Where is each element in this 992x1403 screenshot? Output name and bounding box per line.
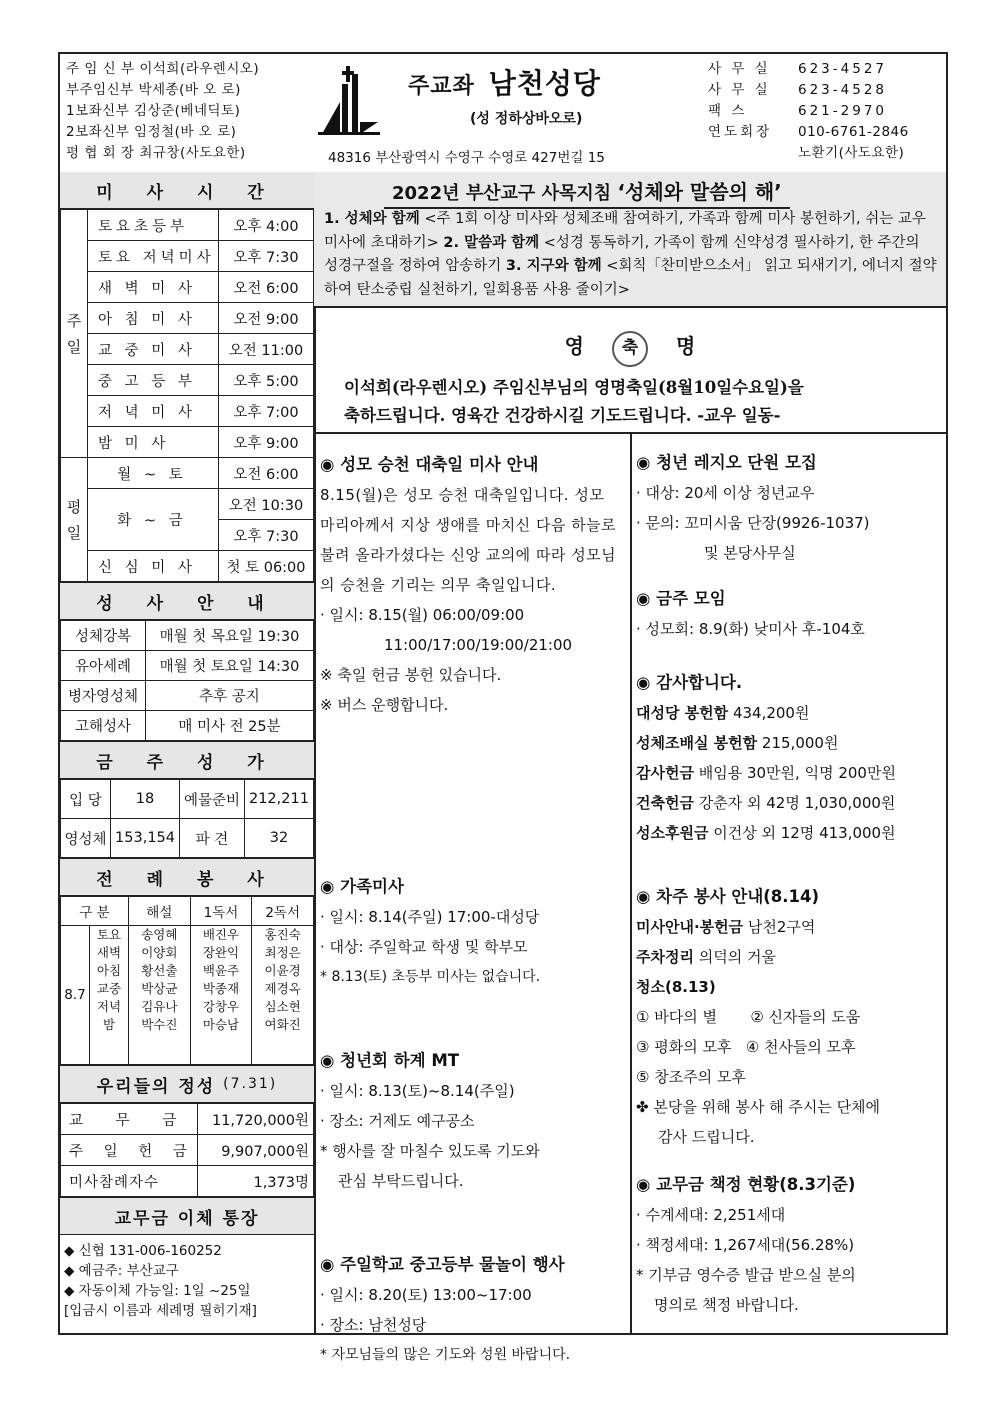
- notice-line: 주차정리 의덕의 거울: [636, 948, 776, 966]
- mass-name: 새 벽 미 사: [88, 272, 219, 303]
- sacraments-title: 성 사 안 내: [60, 582, 314, 620]
- notice-line: 청소(8.13): [636, 978, 716, 996]
- assumption-notice: [320, 450, 620, 720]
- hymns-table: [60, 779, 314, 858]
- mass-time: 첫 토 06:00: [219, 551, 314, 582]
- account-line: ◆ 예금주: 부산교구: [64, 1263, 179, 1279]
- mass-name: 토요 저녁미사: [88, 241, 219, 272]
- hymn-number: 18: [110, 780, 179, 819]
- header: [60, 54, 946, 174]
- theme-body: [324, 208, 938, 302]
- notice-line: · 장소: 거제도 예구공소: [320, 1112, 475, 1130]
- offering-value: 9,907,000원: [197, 1135, 313, 1166]
- mass-time: 오전 10:30: [219, 489, 314, 520]
- notices-column-left: [314, 432, 632, 1363]
- offering-table: [60, 1103, 314, 1197]
- hymn-number: 153,154: [110, 819, 179, 858]
- sacrament-time: 매월 첫 목요일 19:30: [146, 621, 314, 651]
- contact-row: [708, 101, 909, 122]
- church-name: 남천성당: [488, 67, 601, 100]
- theme-title-pre: 2022년 부산교구 사목지침: [392, 183, 612, 204]
- mass-time: 오후 9:00: [219, 427, 314, 458]
- notice-line: · 대상: 20세 이상 청년교우: [636, 484, 815, 502]
- notice-title: ◉ 성모 승천 대축일 미사 안내: [320, 455, 539, 474]
- mass-times-title: 미 사 시 간: [60, 172, 314, 209]
- left-column: [60, 172, 316, 1333]
- account-line: ◆ 신협 131-006-160252: [64, 1243, 222, 1259]
- theme-point-text: <성경 통독하기, 가족이 함께 신약성경 필사하기, 한 주간의 성경구절을 정하여 암송하기: [324, 234, 920, 274]
- next-week-service-notice: [636, 882, 880, 1152]
- liturgy-service-table: [60, 896, 314, 1065]
- staff-line: 주 임 신 부 이석희(라우렌시오): [66, 61, 260, 77]
- contact-value: 623-4527: [798, 61, 887, 77]
- sacraments-table: [60, 620, 314, 741]
- service-masses: 토요 새벽 아침 교중 저녁 밤: [90, 926, 129, 1065]
- notice-line: ※ 축일 헌금 봉헌 있습니다.: [320, 666, 502, 684]
- staff-line: 2보좌신부 임정철(바 오 로): [66, 124, 237, 140]
- notice-line: ⑤ 창조주의 모후: [636, 1068, 746, 1086]
- offering-value: 11,720,000원: [197, 1104, 313, 1135]
- sacrament-name: 성체강복: [61, 621, 146, 651]
- youth-mt-notice: [320, 1046, 540, 1196]
- feast-congratulations: [314, 306, 946, 434]
- notice-title: ◉ 청년회 하계 MT: [320, 1051, 459, 1070]
- mass-time: 오후 7:00: [219, 396, 314, 427]
- mass-name: 교 중 미 사: [88, 334, 219, 365]
- service-reading1: 배진우 장완익 백윤주 박종재 강창우 마승남: [190, 926, 252, 1065]
- mass-time: 오전 6:00: [219, 272, 314, 303]
- notice-title: ◉ 가족미사: [320, 877, 404, 896]
- notice-line: · 장소: 남천성당: [320, 1316, 427, 1334]
- mass-name: 화 ~ 금: [88, 489, 219, 551]
- notice-line: * 기부금 영수증 발급 받으실 분의: [636, 1266, 856, 1284]
- notice-line: 감사 드립니다.: [658, 1128, 755, 1146]
- notice-line: * 8.13(토) 초등부 미사는 없습니다.: [320, 969, 541, 985]
- account-line: [입금시 이름과 세례명 필히기재]: [64, 1303, 257, 1319]
- hymn-label: 입 당: [61, 780, 111, 819]
- church-title: [408, 62, 601, 102]
- notice-line: 명의로 책정 바랍니다.: [654, 1296, 799, 1314]
- church-address: 48316 부산광역시 수영구 수영로 427번길 15: [328, 150, 605, 166]
- notice-line: · 대상: 주일학교 학생 및 학부모: [320, 938, 528, 956]
- sacrament-name: 유아세례: [61, 651, 146, 681]
- notice-line: · 문의: 꼬미시움 단장(9926-1037): [636, 514, 870, 532]
- mass-times-table: [60, 209, 314, 582]
- notice-line: · 성모회: 8.9(화) 낮미사 후-104호: [636, 620, 865, 638]
- notice-line: ① 바다의 별 ② 신자들의 도움: [636, 1008, 861, 1026]
- sacrament-name: 고해성사: [61, 711, 146, 741]
- contact-label: 팩 스: [708, 103, 748, 119]
- congrats-title: 영 축 명: [314, 330, 946, 367]
- contact-value: 623-4528: [798, 82, 887, 98]
- theme-point-text: <회칙「찬미받으소서」 읽고 되새기기, 에너지 절약하여 탄소중립 실천하기, 일회용품 사용 줄이기>: [324, 258, 937, 298]
- service-commentary: 송영혜 이양회 황선출 박상균 김유나 박수진: [129, 926, 191, 1065]
- contact-row: [708, 59, 909, 80]
- notice-line: · 일시: 8.20(토) 13:00~17:00: [320, 1286, 532, 1304]
- notice-line: * 자모님들의 많은 기도와 성원 바랍니다.: [320, 1347, 571, 1363]
- hymn-label: 영성체: [61, 819, 111, 858]
- church-prefix: 주교좌: [408, 74, 475, 99]
- sacrament-time: 매 미사 전 25분: [146, 711, 314, 741]
- notice-line: · 일시: 8.15(월) 06:00/09:00: [320, 606, 525, 624]
- contact-list: [708, 59, 909, 164]
- contact-row: [708, 80, 909, 101]
- weekday-label: 평일: [61, 458, 88, 582]
- mass-time: 오후 7:30: [219, 520, 314, 551]
- notice-line: 미사안내·봉헌금 남천2구역: [636, 918, 816, 936]
- offering-title: [60, 1065, 314, 1103]
- offering-label: 주 일 헌 금: [61, 1135, 198, 1166]
- congrats-message: [344, 374, 804, 430]
- sacrament-time: 매월 첫 토요일 14:30: [146, 651, 314, 681]
- water-event-notice: [320, 1250, 570, 1370]
- mass-name: 중 고 등 부: [88, 365, 219, 396]
- congrats-line: 이석희(라우렌시오) 주임신부님의 영명축일(8월10일수요일)을: [344, 378, 804, 397]
- notice-line: ※ 버스 운행합니다.: [320, 696, 449, 714]
- sacrament-name: 병자영성체: [61, 681, 146, 711]
- hymn-number: 212,211: [244, 780, 313, 819]
- sacrament-time: 추후 공지: [146, 681, 314, 711]
- service-reading2: 홍진숙 최정은 이윤경 제경옥 심소현 여화진: [252, 926, 314, 1065]
- offering-label: 미사참례자수: [61, 1166, 198, 1197]
- mass-time: 오전 11:00: [219, 334, 314, 365]
- notice-line: 11:00/17:00/19:00/21:00: [384, 636, 573, 654]
- theme-point-title: 1. 성체와 함께: [324, 211, 420, 227]
- legio-notice: [636, 448, 870, 568]
- contact-name: 노환기(사도요한): [798, 145, 905, 161]
- pastoral-theme: [314, 172, 946, 308]
- hymn-label: 예물준비: [180, 780, 245, 819]
- hymn-label: 파 견: [180, 819, 245, 858]
- contact-row: [708, 122, 909, 143]
- notice-line: 및 본당사무실: [704, 544, 796, 562]
- hymns-title: 금 주 성 가: [60, 741, 314, 779]
- congrats-emblem-icon: 축: [612, 331, 648, 367]
- theme-title: [384, 176, 790, 209]
- thanks-notice: [636, 668, 896, 848]
- notice-line: · 일시: 8.14(주일) 17:00-대성당: [320, 908, 540, 926]
- service-header: 1독서: [190, 897, 252, 926]
- service-header: 2독서: [252, 897, 314, 926]
- offering-label: 교 무 금: [61, 1104, 198, 1135]
- tithe-status-notice: [636, 1170, 856, 1320]
- thanks-row: 건축헌금 강춘자 외 42명 1,030,000원: [636, 794, 896, 812]
- notice-line: 관심 부탁드립니다.: [338, 1172, 464, 1190]
- family-mass-notice: [320, 872, 540, 992]
- account-info: [60, 1235, 314, 1321]
- theme-point-title: 3. 지구와 함께: [505, 258, 602, 274]
- church-patron: (성 정하상바오로): [470, 111, 583, 127]
- notice-line: · 수계세대: 2,251세대: [636, 1206, 786, 1224]
- notice-line: * 행사를 잘 마칠수 있도록 기도와: [320, 1142, 540, 1160]
- mass-time: 오후 5:00: [219, 365, 314, 396]
- service-header: 구 분: [61, 897, 129, 926]
- thanks-row: 감사헌금 배임용 30만원, 익명 200만원: [636, 764, 896, 782]
- church-logo: [318, 64, 380, 136]
- theme-point-text: <주 1회 이상 미사와 성체조배 참여하기, 가족과 함께 미사 봉헌하기, 쉬는 교우 미사에 초대하기>: [324, 211, 926, 251]
- contact-row: [708, 143, 909, 164]
- contact-label: 사 무 실: [708, 82, 771, 98]
- notice-title: ◉ 주일학교 중고등부 물놀이 행사: [320, 1255, 565, 1274]
- bulletin-frame: [58, 52, 948, 1363]
- contact-label: 사 무 실: [708, 61, 771, 77]
- offering-date: (7.31): [223, 1076, 278, 1092]
- notice-line: ③ 평화의 모후 ④ 천사들의 모후: [636, 1038, 856, 1056]
- contact-value: 621-2970: [798, 103, 887, 119]
- mass-name: 토요초등부: [88, 210, 219, 241]
- notice-title: ◉ 차주 봉사 안내(8.14): [636, 887, 820, 906]
- notice-line: ✤ 본당을 위해 봉사 해 주시는 단체에: [636, 1098, 881, 1116]
- mass-name: 밤 미 사: [88, 427, 219, 458]
- staff-list: [66, 59, 259, 164]
- hymn-number: 32: [244, 819, 313, 858]
- offering-title-text: 우리들의 정성: [96, 1076, 216, 1097]
- theme-title-main: ‘성체와 말씀의 해’: [617, 180, 782, 204]
- thanks-row: 성소후원금 이건상 외 12명 413,000원: [636, 824, 896, 842]
- account-line: ◆ 자동이체 가능일: 1일 ~25일: [64, 1283, 251, 1299]
- mass-name: 저 녁 미 사: [88, 396, 219, 427]
- notice-line: · 일시: 8.13(토)~8.14(주일): [320, 1082, 515, 1100]
- notice-title: ◉ 금주 모임: [636, 589, 726, 608]
- service-date: 8.7: [61, 926, 90, 1065]
- notice-title: ◉ 감사합니다.: [636, 673, 743, 692]
- mass-time: 오전 6:00: [219, 458, 314, 489]
- staff-line: 1보좌신부 김상준(베네딕토): [66, 103, 241, 119]
- mass-name: 신 심 미 사: [88, 551, 219, 582]
- sunday-label: 주일: [61, 210, 88, 458]
- theme-point-title: 2. 말씀과 함께: [443, 234, 540, 251]
- notices-column-right: [630, 432, 946, 1333]
- liturgy-service-title: 전 례 봉 사: [60, 858, 314, 896]
- contact-label: 연도회장: [708, 124, 773, 140]
- notice-title: ◉ 교무금 책정 현황(8.3기준): [636, 1175, 856, 1194]
- staff-line: 부주임신부 박세종(바 오 로): [66, 82, 241, 98]
- thanks-row: 대성당 봉헌함 434,200원: [636, 704, 810, 722]
- notice-title: ◉ 청년 레지오 단원 모집: [636, 453, 817, 472]
- mass-time: 오후 7:30: [219, 241, 314, 272]
- offering-value: 1,373명: [197, 1166, 313, 1197]
- mass-name: 월 ~ 토: [88, 458, 219, 489]
- service-header: 해설: [129, 897, 191, 926]
- account-title: 교무금 이체 통장: [60, 1197, 314, 1235]
- mass-time: 오후 4:00: [219, 210, 314, 241]
- congrats-line: 축하드립니다. 영육간 건강하시길 기도드립니다. -교우 일동-: [344, 406, 781, 425]
- thanks-row: 성체조배실 봉헌함 215,000원: [636, 734, 839, 752]
- mass-name: 아 침 미 사: [88, 303, 219, 334]
- meeting-notice: [636, 584, 865, 644]
- notice-line: · 책정세대: 1,267세대(56.28%): [636, 1236, 855, 1254]
- contact-value: 010-6761-2846: [798, 124, 909, 140]
- notice-body: 8.15(월)은 성모 승천 대축일입니다. 성모 마리아께서 지상 생애를 마치신 다음 하늘로 불려 올라가셨다는 신앙 교의에 따라 성모님의 승천을 기리는 의무 축일입니다.: [320, 486, 617, 594]
- staff-line: 평 협 회 장 최규창(사도요한): [66, 145, 246, 161]
- mass-time: 오전 9:00: [219, 303, 314, 334]
